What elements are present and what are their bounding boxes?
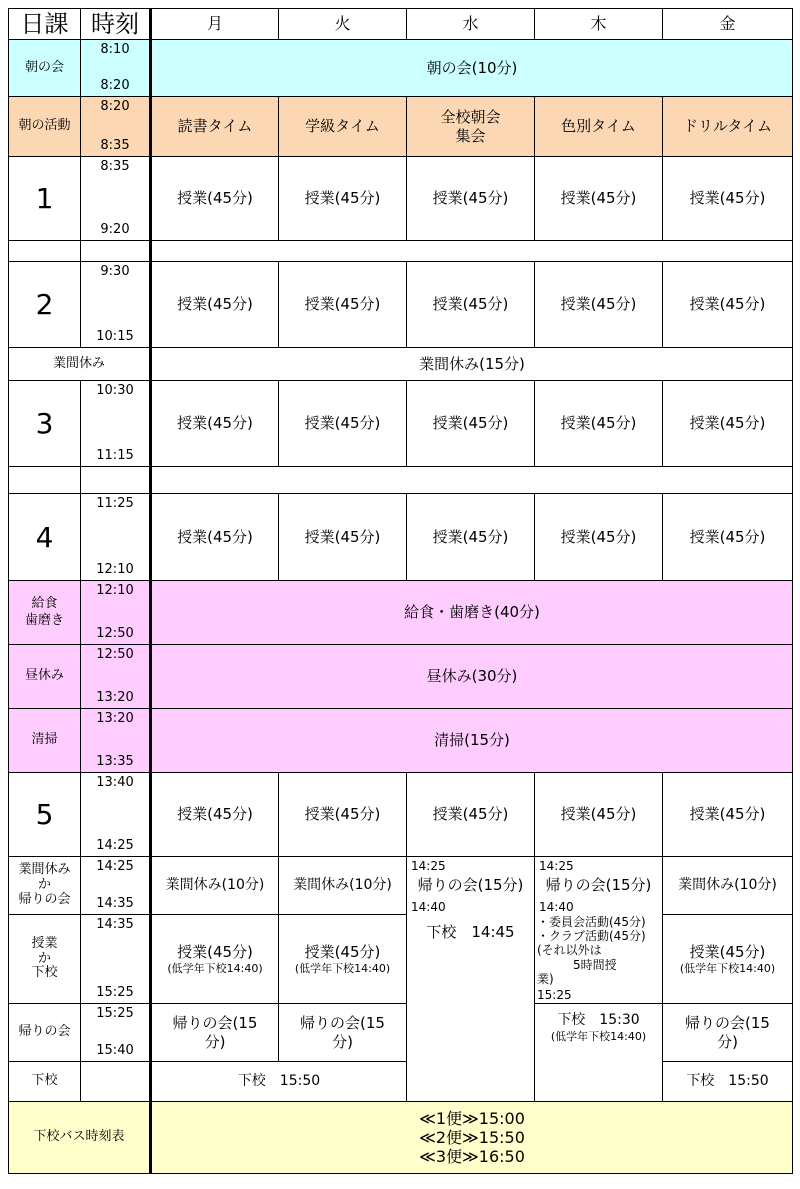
period-3-end: 11:15 xyxy=(96,447,134,463)
gap-cell xyxy=(9,241,81,262)
gap-row xyxy=(9,241,793,262)
kaeri-end: 15:40 xyxy=(96,1042,134,1058)
kyushoku-end: 12:50 xyxy=(96,625,134,641)
katsudo-end: 8:35 xyxy=(100,137,130,153)
header-nikka: 日課 xyxy=(9,9,81,40)
kyushoku-content: 給食・歯磨き(40分) xyxy=(151,581,793,645)
katsudo-label: 朝の活動 xyxy=(9,97,81,157)
lesson-cell: 授業(45分) xyxy=(407,157,535,241)
seiso-content: 清掃(15分) xyxy=(151,709,793,773)
p6-time xyxy=(81,915,151,1004)
gap-cell xyxy=(81,241,151,262)
period-5-end: 14:25 xyxy=(96,837,134,853)
row-bus xyxy=(9,1102,793,1174)
p6-fri-text: 授業(45分) xyxy=(689,942,766,961)
lesson-cell: 授業(45分) xyxy=(279,494,407,581)
kaeri-thu xyxy=(535,1004,663,1102)
p6-thu xyxy=(535,915,663,1004)
lesson-cell: 授業(45分) xyxy=(535,157,663,241)
asanokai-start: 8:10 xyxy=(100,42,130,57)
header-row xyxy=(9,9,793,40)
lesson-cell: 授業(45分) xyxy=(663,494,793,581)
lesson-cell: 授業(45分) xyxy=(535,262,663,348)
break2-thu-end: 14:40 xyxy=(539,899,574,914)
lesson-cell: 授業(45分) xyxy=(279,381,407,467)
p6-tue xyxy=(279,915,407,1004)
row-kaeri xyxy=(9,1004,793,1062)
period-5-start: 13:40 xyxy=(96,775,134,790)
lesson-cell: 授業(45分) xyxy=(663,262,793,348)
p6-label: 授業 か 下校 xyxy=(9,915,81,1004)
p6-thu-end: 15:25 xyxy=(537,988,572,1002)
period-5-label: 5 xyxy=(9,773,81,857)
katsudo-start: 8:20 xyxy=(100,99,130,114)
katsudo-wed: 全校朝会 集会 xyxy=(407,97,535,157)
gap-cell xyxy=(81,467,151,494)
hiruyasumi-label: 昼休み xyxy=(9,645,81,709)
break2-tue: 業間休み(10分) xyxy=(279,857,407,915)
asanokai-content: 朝の会(10分) xyxy=(151,40,793,97)
lesson-cell: 授業(45分) xyxy=(407,262,535,348)
period-4-end: 12:10 xyxy=(96,561,134,577)
kaeri-time xyxy=(81,1004,151,1062)
gekou-mon-tue: 下校 15:50 xyxy=(151,1062,407,1102)
period-4-start: 11:25 xyxy=(96,496,134,511)
break2-wed-end: 14:40 xyxy=(411,899,446,914)
break2-fri: 業間休み(10分) xyxy=(663,857,793,915)
period-2-label: 2 xyxy=(9,262,81,348)
lesson-cell: 授業(45分) xyxy=(151,494,279,581)
break2-start: 14:25 xyxy=(96,859,134,874)
p6-tue-text: 授業(45分) xyxy=(304,942,381,961)
lesson-cell: 授業(45分) xyxy=(535,773,663,857)
period-1-start: 8:35 xyxy=(100,159,130,174)
seiso-time xyxy=(81,709,151,773)
period-4-label: 4 xyxy=(9,494,81,581)
seiso-start: 13:20 xyxy=(96,711,134,726)
period-3-label: 3 xyxy=(9,381,81,467)
header-fri: 金 xyxy=(663,9,793,40)
schedule-table xyxy=(8,8,793,1174)
lesson-cell: 授業(45分) xyxy=(535,494,663,581)
break2-thu-start: 14:25 xyxy=(539,859,574,873)
break2-end: 14:35 xyxy=(96,895,134,911)
break2-wed xyxy=(407,857,535,915)
p6-start: 14:35 xyxy=(96,917,134,932)
katsudo-mon: 読書タイム xyxy=(151,97,279,157)
row-kyushoku xyxy=(9,581,793,645)
row-period-4 xyxy=(9,494,793,581)
lesson-cell: 授業(45分) xyxy=(279,262,407,348)
bus-content xyxy=(151,1102,793,1174)
kaeri-start: 15:25 xyxy=(96,1006,134,1021)
row-seiso xyxy=(9,709,793,773)
break2-mon: 業間休み(10分) xyxy=(151,857,279,915)
lesson-cell: 授業(45分) xyxy=(407,494,535,581)
row-asanokai xyxy=(9,40,793,97)
kaeri-fri: 帰りの会(15 分) xyxy=(663,1004,793,1062)
period-5-time xyxy=(81,773,151,857)
lesson-cell: 授業(45分) xyxy=(279,157,407,241)
break2-thu xyxy=(535,857,663,915)
p6-end: 15:25 xyxy=(96,984,134,1000)
p6-mon-note: (低学年下校14:40) xyxy=(167,961,263,975)
p6-fri xyxy=(663,915,793,1004)
gekou-fri: 下校 15:50 xyxy=(663,1062,793,1102)
gap-cell xyxy=(151,467,793,494)
lesson-cell: 授業(45分) xyxy=(279,773,407,857)
gap-cell xyxy=(151,241,793,262)
bus-line-3: ≪3便≫16:50 xyxy=(419,1147,525,1167)
bus-line-2: ≪2便≫15:50 xyxy=(419,1127,525,1147)
lesson-cell: 授業(45分) xyxy=(407,773,535,857)
row-katsudo xyxy=(9,97,793,157)
hiruyasumi-time xyxy=(81,645,151,709)
period-2-end: 10:15 xyxy=(96,328,134,344)
kyushoku-start: 12:10 xyxy=(96,583,134,598)
seiso-label: 清掃 xyxy=(9,709,81,773)
period-2-start: 9:30 xyxy=(100,264,130,279)
hiruyasumi-start: 12:50 xyxy=(96,647,134,662)
bus-line-1: ≪1便≫15:00 xyxy=(419,1108,525,1128)
katsudo-tue: 学級タイム xyxy=(279,97,407,157)
lesson-cell: 授業(45分) xyxy=(151,381,279,467)
lesson-cell: 授業(45分) xyxy=(407,381,535,467)
gekou-time xyxy=(81,1062,151,1102)
asanokai-time xyxy=(81,40,151,97)
katsudo-time xyxy=(81,97,151,157)
row-p6 xyxy=(9,915,793,1004)
period-2-time xyxy=(81,262,151,348)
gap-cell xyxy=(9,467,81,494)
lesson-cell: 授業(45分) xyxy=(535,381,663,467)
period-4-time xyxy=(81,494,151,581)
gap-row xyxy=(9,467,793,494)
row-period-1 xyxy=(9,157,793,241)
lesson-cell: 授業(45分) xyxy=(663,773,793,857)
kaeri-thu-text: 下校 15:30 xyxy=(557,1012,640,1028)
break-label: 業間休み xyxy=(9,348,151,381)
period-3-time xyxy=(81,381,151,467)
row-period-2 xyxy=(9,262,793,348)
kyushoku-time xyxy=(81,581,151,645)
seiso-end: 13:35 xyxy=(96,753,134,769)
p6-tue-note: (低学年下校14:40) xyxy=(294,961,391,975)
row-gekou xyxy=(9,1062,793,1102)
break-content: 業間休み(15分) xyxy=(151,348,793,381)
lesson-cell: 授業(45分) xyxy=(151,157,279,241)
row-period-3 xyxy=(9,381,793,467)
hiruyasumi-content: 昼休み(30分) xyxy=(151,645,793,709)
row-period-5 xyxy=(9,773,793,857)
break2-wed-text: 帰りの会(15分) xyxy=(417,876,524,895)
p6-fri-note: (低学年下校14:40) xyxy=(679,961,776,975)
kaeri-tue: 帰りの会(15 分) xyxy=(279,1004,407,1062)
p6-mon xyxy=(151,915,279,1004)
row-hiruyasumi xyxy=(9,645,793,709)
kaeri-mon: 帰りの会(15 分) xyxy=(151,1004,279,1062)
header-thu: 木 xyxy=(535,9,663,40)
period-3-start: 10:30 xyxy=(96,383,134,398)
gekou-label: 下校 xyxy=(9,1062,81,1102)
header-wed: 水 xyxy=(407,9,535,40)
lesson-cell: 授業(45分) xyxy=(663,157,793,241)
lesson-cell: 授業(45分) xyxy=(151,262,279,348)
p6-thu-text: ・委員会活動(45分) ・クラブ活動(45分) (それ以外は 5時間授 業) xyxy=(537,914,646,987)
header-tue: 火 xyxy=(279,9,407,40)
period-1-time xyxy=(81,157,151,241)
kyushoku-label: 給食 歯磨き xyxy=(9,581,81,645)
row-break xyxy=(9,348,793,381)
lesson-cell: 授業(45分) xyxy=(151,773,279,857)
kaeri-thu-note: (低学年下校14:40) xyxy=(550,1029,647,1043)
row-break2 xyxy=(9,857,793,915)
period-1-end: 9:20 xyxy=(100,221,130,237)
header-mon: 月 xyxy=(151,9,279,40)
header-jikoku: 時刻 xyxy=(81,9,151,40)
katsudo-thu: 色別タイム xyxy=(535,97,663,157)
break2-thu-text: 帰りの会(15分) xyxy=(545,876,652,895)
hiruyasumi-end: 13:20 xyxy=(96,689,134,705)
bus-label: 下校バス時刻表 xyxy=(9,1102,151,1174)
break2-label: 業間休み か 帰りの会 xyxy=(9,857,81,915)
period-1-label: 1 xyxy=(9,157,81,241)
katsudo-fri: ドリルタイム xyxy=(663,97,793,157)
asanokai-label: 朝の会 xyxy=(9,40,81,97)
asanokai-end: 8:20 xyxy=(100,77,130,93)
break2-wed-start: 14:25 xyxy=(411,859,446,873)
kaeri-label: 帰りの会 xyxy=(9,1004,81,1062)
p6-mon-text: 授業(45分) xyxy=(177,942,253,961)
lesson-cell: 授業(45分) xyxy=(663,381,793,467)
break2-time xyxy=(81,857,151,915)
p6-wed: 下校 14:45 xyxy=(407,915,535,1102)
